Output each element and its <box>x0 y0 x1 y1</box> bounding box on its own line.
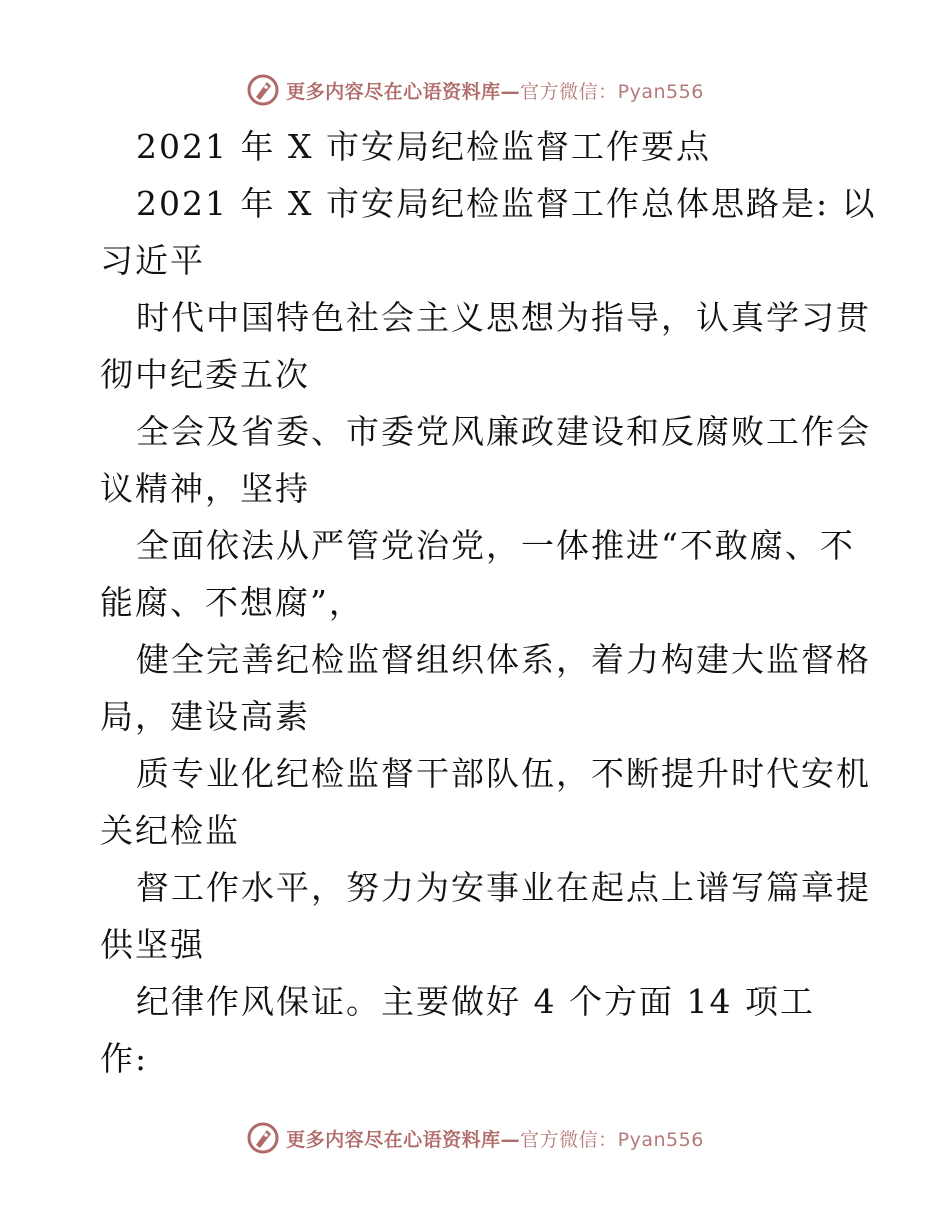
document-title: 2021 年 X 市安局纪检监督工作要点 <box>136 127 711 166</box>
footer-watermark <box>0 1118 950 1158</box>
text-line: 全面依法从严管党治党，一体推进“不敢腐、不 <box>136 526 855 565</box>
text-line: 能腐、不想腐”， <box>100 583 364 622</box>
watermark-text: 更多内容尽在心语资料库—官方微信：Pyan556 <box>286 1128 704 1151</box>
pen-nib-circle-icon <box>246 73 280 107</box>
pen-nib-circle-icon <box>246 1121 280 1155</box>
watermark-text: 更多内容尽在心语资料库—官方微信：Pyan556 <box>286 80 704 103</box>
text-line: 质专业化纪检监督干部队伍，不断提升时代安机 <box>136 754 871 793</box>
text-line: 作: <box>100 1039 149 1078</box>
text-line: 局，建设高素 <box>100 697 310 736</box>
header-watermark <box>0 70 950 110</box>
text-line: 议精神，坚持 <box>100 469 310 508</box>
text-line: 全会及省委、市委党风廉政建设和反腐败工作会 <box>136 412 871 451</box>
text-line: 督工作水平，努力为安事业在起点上谱写篇章提 <box>136 868 871 907</box>
text-line: 2021 年 X 市安局纪检监督工作总体思路是: 以 <box>136 184 877 223</box>
text-line: 时代中国特色社会主义思想为指导，认真学习贯 <box>136 298 871 337</box>
text-line: 习近平 <box>100 241 205 280</box>
text-line: 供坚强 <box>100 925 205 964</box>
text-line: 关纪检监 <box>100 811 240 850</box>
text-line: 彻中纪委五次 <box>100 355 310 394</box>
text-line: 纪律作风保证。主要做好 4 个方面 14 项工 <box>136 982 815 1021</box>
document-body <box>100 118 877 1087</box>
text-line: 健全完善纪检监督组织体系，着力构建大监督格 <box>136 640 871 679</box>
